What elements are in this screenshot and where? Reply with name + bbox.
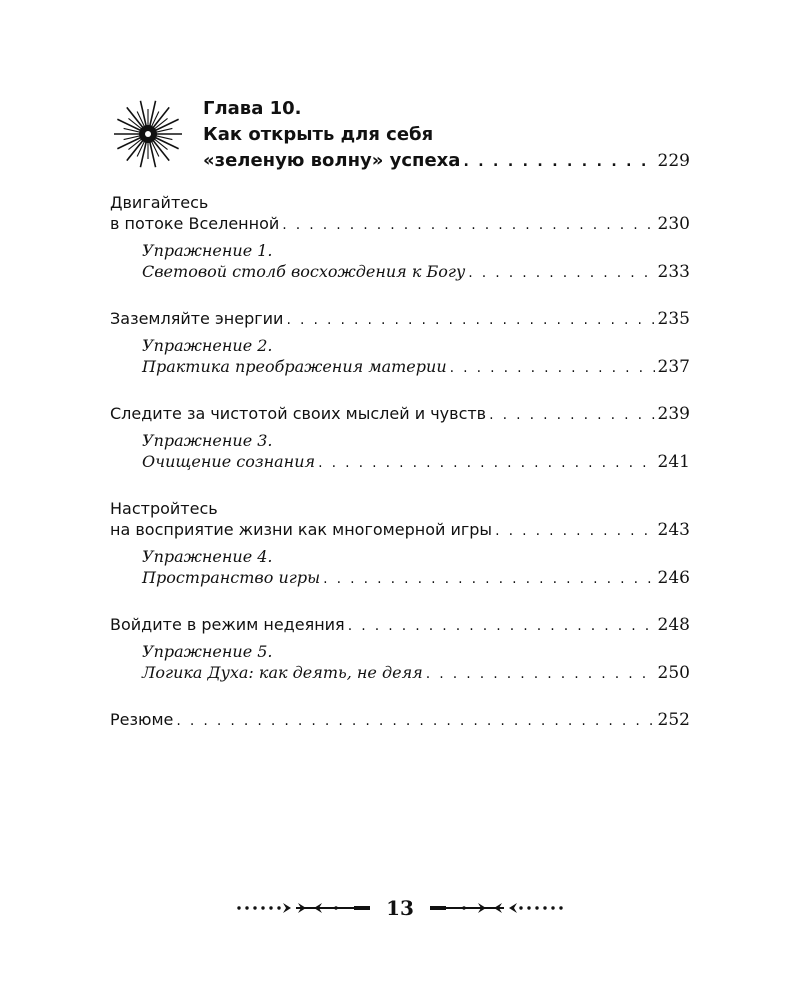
leader-dots [489, 405, 654, 426]
toc-entry-line: Упражнение 2. [142, 336, 273, 355]
leader-dots [318, 453, 654, 474]
leader-dots [495, 521, 654, 542]
chapter-title-line1: Как открыть для себя [203, 124, 434, 145]
leader-dots [176, 711, 654, 732]
toc-page-number: 230 [657, 214, 690, 234]
leader-dots [450, 358, 655, 379]
toc-entry-row [110, 213, 690, 236]
table-of-contents [110, 192, 690, 732]
toc-entry-line: Упражнение 1. [142, 241, 273, 260]
leader-dots [463, 149, 654, 175]
leader-dots [468, 263, 654, 284]
page-footer [0, 892, 800, 924]
toc-section-entry [110, 308, 690, 331]
leader-dots [282, 215, 654, 236]
toc-entry-row [142, 356, 690, 379]
leader-dots [286, 310, 654, 331]
toc-entry-row [142, 567, 690, 590]
group-spacer [110, 685, 690, 709]
toc-exercise-entry [110, 430, 690, 474]
toc-page-number: 248 [657, 615, 690, 635]
toc-entry-title: Световой столб восхождения к Богу [142, 262, 466, 281]
toc-entry-row [142, 662, 690, 685]
leader-dots [323, 569, 654, 590]
toc-page-number: 241 [657, 452, 690, 472]
chapter-title-block [203, 96, 690, 175]
toc-entry-title: Войдите в режим недеяния [110, 615, 345, 634]
toc-exercise-entry [110, 335, 690, 379]
toc-entry-title: Резюме [110, 710, 174, 729]
toc-exercise-entry [110, 240, 690, 284]
toc-page-number: 237 [657, 357, 690, 377]
toc-entry-line: Упражнение 5. [142, 642, 273, 661]
chapter-title-row [203, 148, 690, 175]
toc-page-number: 250 [657, 663, 690, 683]
toc-exercise-entry [110, 546, 690, 590]
toc-entry-title: Очищение сознания [142, 452, 316, 471]
toc-entry-line: Упражнение 3. [142, 431, 273, 450]
toc-entry-title: в потоке Вселенной [110, 214, 280, 233]
chapter-page-number: 229 [657, 151, 690, 171]
page-number: 13 [386, 896, 414, 920]
toc-entry-line: Упражнение 4. [142, 547, 273, 566]
leader-dots [348, 616, 655, 637]
chapter-heading [110, 96, 690, 176]
toc-entry-title: Следите за чистотой своих мыслей и чувств [110, 404, 487, 423]
toc-entry-row [142, 261, 690, 284]
group-spacer [110, 379, 690, 403]
toc-entry-row [110, 519, 690, 542]
toc-page-number: 233 [657, 262, 690, 282]
toc-section-entry [110, 709, 690, 732]
toc-entry-line: Двигайтесь [110, 193, 209, 212]
toc-entry-row [110, 614, 690, 637]
toc-page-number: 252 [657, 710, 690, 730]
toc-entry-title: на восприятие жизни как многомерной игры [110, 520, 493, 539]
toc-page-number: 243 [657, 520, 690, 540]
toc-section-entry [110, 498, 690, 542]
toc-page-number: 235 [657, 309, 690, 329]
toc-entry-title: Практика преображения материи [142, 357, 447, 376]
toc-entry-title: Заземляйте энергии [110, 309, 284, 328]
left-ornament-icon [236, 900, 372, 916]
toc-entry-row [110, 709, 690, 732]
toc-entry-row [110, 308, 690, 331]
toc-section-entry [110, 614, 690, 637]
toc-section-entry [110, 403, 690, 426]
chapter-title-line2: «зеленую волну» успеха [203, 150, 461, 171]
toc-entry-title: Логика Духа: как деять, не деяя [142, 663, 423, 682]
toc-entry-row [142, 451, 690, 474]
toc-section-entry [110, 192, 690, 236]
toc-entry-row [110, 403, 690, 426]
toc-entry-title: Пространство игры [142, 568, 321, 587]
toc-page-number: 239 [657, 404, 690, 424]
right-ornament-icon [428, 900, 564, 916]
group-spacer [110, 590, 690, 614]
chapter-label: Глава 10. [203, 98, 302, 119]
toc-exercise-entry [110, 641, 690, 685]
toc-entry-line: Настройтесь [110, 499, 218, 518]
group-spacer [110, 474, 690, 498]
toc-page-number: 246 [657, 568, 690, 588]
group-spacer [110, 284, 690, 308]
leader-dots [426, 664, 655, 685]
starburst-icon [112, 98, 184, 170]
